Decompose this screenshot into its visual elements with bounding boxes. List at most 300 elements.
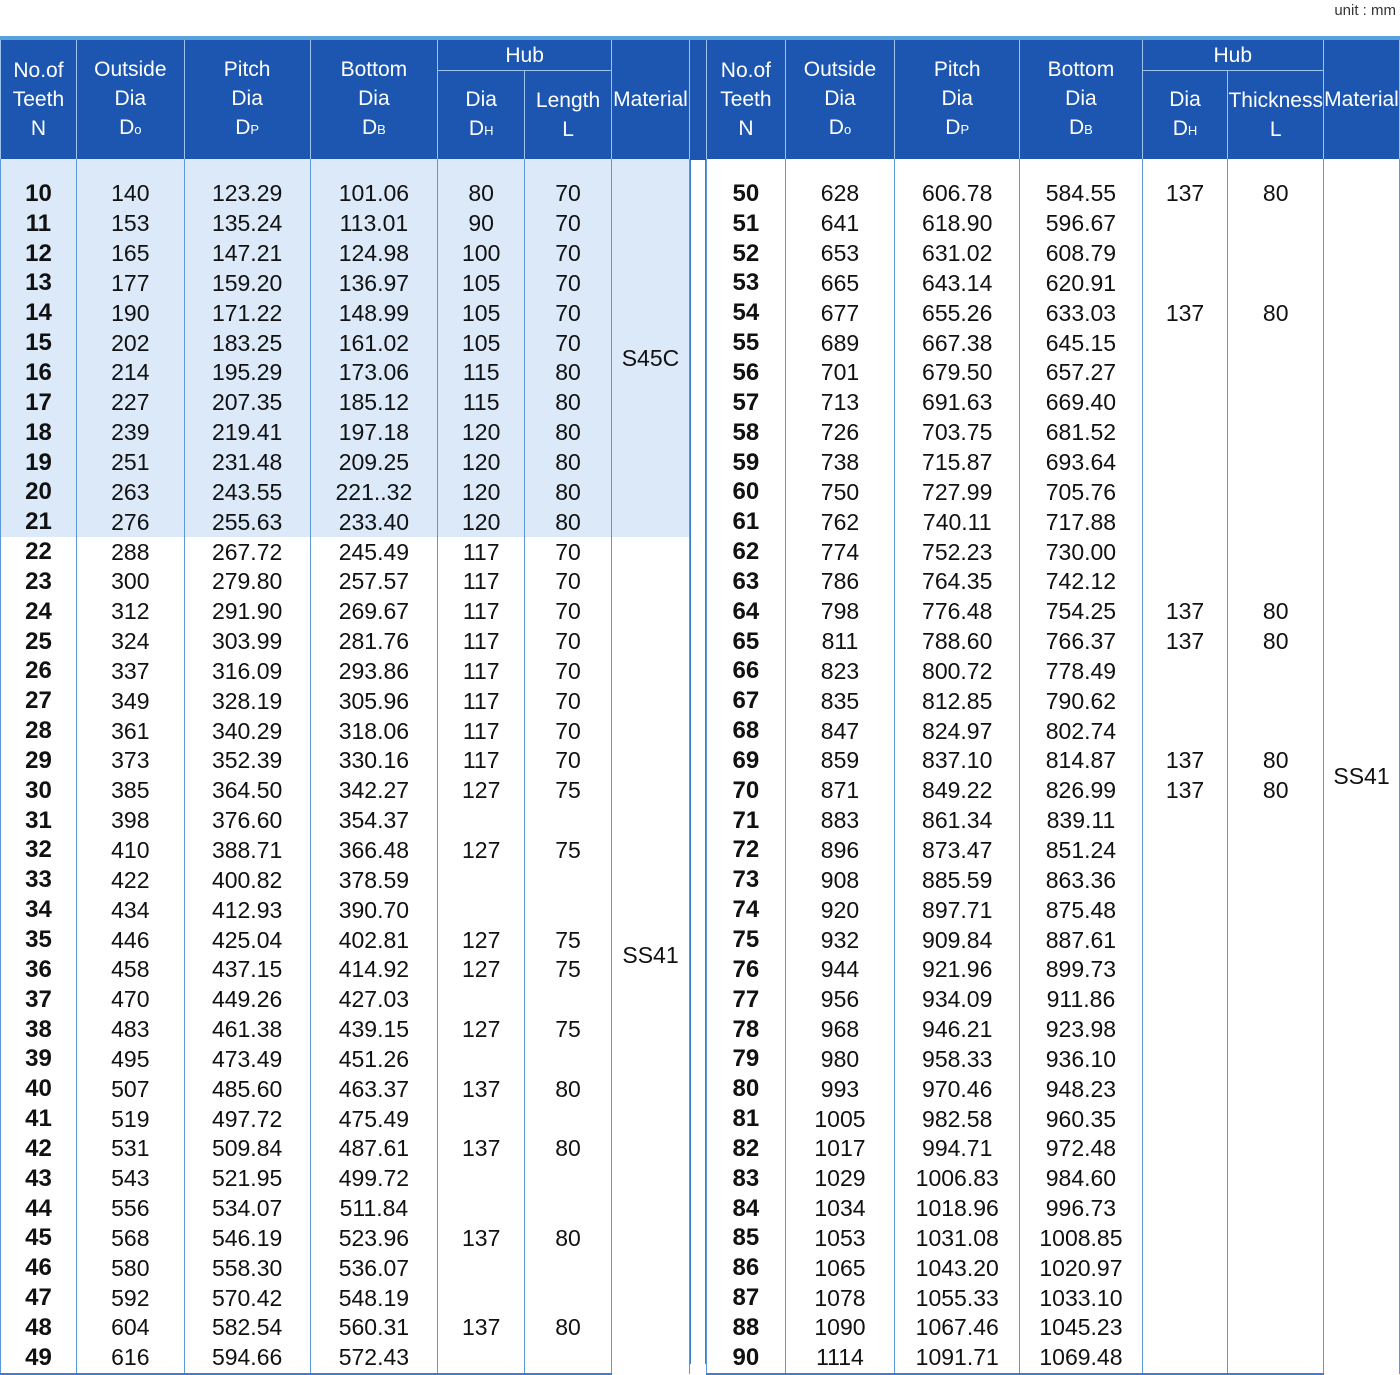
cell-pitch-dia: 316.09: [184, 657, 310, 687]
cell-outside-dia: 580: [76, 1253, 184, 1283]
cell-bottom-dia: 427.03: [310, 985, 438, 1015]
cell-bottom-dia: 960.35: [1020, 1104, 1142, 1134]
table-row: [707, 1343, 1400, 1374]
cell-hub-dia: 117: [438, 537, 525, 567]
cell-pitch-dia: 824.97: [895, 716, 1020, 746]
table-row: [1, 269, 690, 299]
cell-teeth: 76: [707, 955, 786, 985]
table-row: [707, 597, 1400, 627]
cell-bottom-dia: 717.88: [1020, 507, 1142, 537]
cell-hub-length: [525, 1283, 612, 1313]
cell-hub-length: 80: [525, 477, 612, 507]
cell-hub-length: [1228, 418, 1324, 448]
cell-outside-dia: 774: [785, 537, 894, 567]
cell-outside-dia: 798: [785, 597, 894, 627]
cell-pitch-dia: 534.07: [184, 1194, 310, 1224]
cell-pitch-dia: 643.14: [895, 269, 1020, 299]
header-bottom-dia: [310, 40, 438, 159]
cell-pitch-dia: 449.26: [184, 985, 310, 1015]
cell-hub-dia: 117: [438, 716, 525, 746]
cell-outside-dia: 993: [785, 1074, 894, 1104]
table-row: [1, 1044, 690, 1074]
cell-hub-length: [1228, 1164, 1324, 1194]
cell-pitch-dia: 267.72: [184, 537, 310, 567]
header-hub-dia: [1142, 71, 1228, 160]
cell-hub-length: 70: [525, 746, 612, 776]
cell-teeth: 68: [707, 716, 786, 746]
cell-bottom-dia: 730.00: [1020, 537, 1142, 567]
cell-hub-length: [1228, 925, 1324, 955]
cell-hub-dia: 137: [1142, 179, 1228, 209]
cell-hub-dia: [1142, 1253, 1228, 1283]
cell-hub-dia: 120: [438, 448, 525, 478]
cell-teeth: 47: [1, 1283, 77, 1313]
table-row: [707, 1134, 1400, 1164]
cell-hub-length: [1228, 388, 1324, 418]
table-row: [707, 1044, 1400, 1074]
cell-outside-dia: 847: [785, 716, 894, 746]
cell-pitch-dia: 582.54: [184, 1313, 310, 1343]
cell-teeth: 29: [1, 746, 77, 776]
cell-teeth: 20: [1, 477, 77, 507]
cell-hub-length: [1228, 1253, 1324, 1283]
cell-hub-dia: 120: [438, 477, 525, 507]
cell-outside-dia: 835: [785, 686, 894, 716]
cell-bottom-dia: 1020.97: [1020, 1253, 1142, 1283]
spacer-cell: [895, 159, 1020, 179]
cell-teeth: 78: [707, 1015, 786, 1045]
cell-hub-length: 70: [525, 686, 612, 716]
cell-teeth: 70: [707, 776, 786, 806]
cell-bottom-dia: 281.76: [310, 627, 438, 657]
table-row: [1, 836, 690, 866]
cell-hub-dia: [1142, 1224, 1228, 1254]
cell-outside-dia: 263: [76, 477, 184, 507]
cell-hub-length: 80: [525, 448, 612, 478]
header-bottom-line1: Bottom: [340, 58, 408, 81]
header-bottom-line2: Dia: [1065, 87, 1097, 110]
cell-teeth: 35: [1, 925, 77, 955]
cell-hub-dia: [1142, 716, 1228, 746]
cell-bottom-dia: 113.01: [310, 209, 438, 239]
spacer-cell: [438, 159, 525, 179]
cell-outside-dia: 616: [76, 1343, 184, 1374]
cell-pitch-dia: 594.66: [184, 1343, 310, 1374]
cell-teeth: 75: [707, 925, 786, 955]
table-row: [1, 418, 690, 448]
cell-teeth: 49: [1, 1343, 77, 1374]
cell-hub-dia: 117: [438, 746, 525, 776]
cell-outside-dia: 543: [76, 1164, 184, 1194]
table-row: [707, 1164, 1400, 1194]
header-material: Material: [611, 40, 689, 159]
table-row: [707, 537, 1400, 567]
cell-pitch-dia: 740.11: [895, 507, 1020, 537]
header-pitch-line2: Dia: [231, 87, 263, 110]
cell-hub-length: 80: [525, 507, 612, 537]
cell-bottom-dia: 173.06: [310, 358, 438, 388]
cell-hub-dia: [1142, 1194, 1228, 1224]
table-row: [707, 328, 1400, 358]
header-teeth-line2: Teeth: [12, 88, 65, 111]
header-hub-thickness-line1: Thickness: [1228, 89, 1323, 112]
table-row: [1, 985, 690, 1015]
cell-hub-dia: [1142, 657, 1228, 687]
cell-hub-dia: [1142, 686, 1228, 716]
cell-hub-length: [1228, 1015, 1324, 1045]
cell-bottom-dia: 693.64: [1020, 448, 1142, 478]
cell-hub-length: [525, 1253, 612, 1283]
cell-hub-length: [1228, 1194, 1324, 1224]
cell-teeth: 64: [707, 597, 786, 627]
cell-pitch-dia: 921.96: [895, 955, 1020, 985]
cell-hub-dia: 137: [438, 1074, 525, 1104]
cell-hub-dia: [1142, 1164, 1228, 1194]
left-spec-table: [0, 40, 690, 1375]
header-hub-dia-line1: Dia: [1169, 88, 1201, 111]
table-row: [707, 865, 1400, 895]
cell-material: SS41: [611, 537, 689, 1374]
unit-label: unit : mm: [1334, 2, 1396, 19]
cell-bottom-dia: 887.61: [1020, 925, 1142, 955]
cell-outside-dia: 458: [76, 955, 184, 985]
cell-hub-length: 70: [525, 269, 612, 299]
cell-pitch-dia: 412.93: [184, 895, 310, 925]
spacer-row: [1, 159, 690, 179]
cell-teeth: 79: [707, 1044, 786, 1074]
cell-hub-dia: 115: [438, 358, 525, 388]
cell-bottom-dia: 766.37: [1020, 627, 1142, 657]
cell-teeth: 14: [1, 298, 77, 328]
header-outside-symbol: D: [828, 116, 844, 139]
header-hub-length-symbol: L: [562, 118, 574, 141]
cell-outside-dia: 980: [785, 1044, 894, 1074]
cell-bottom-dia: 1008.85: [1020, 1224, 1142, 1254]
left-table-body: [1, 159, 690, 1374]
cell-hub-length: [525, 806, 612, 836]
cell-hub-length: [525, 1343, 612, 1374]
cell-hub-length: 80: [525, 388, 612, 418]
header-teeth: [707, 40, 786, 159]
cell-hub-length: 80: [1228, 776, 1324, 806]
cell-teeth: 23: [1, 567, 77, 597]
table-row: [1, 1104, 690, 1134]
cell-hub-length: [1228, 537, 1324, 567]
cell-bottom-dia: 318.06: [310, 716, 438, 746]
cell-teeth: 69: [707, 746, 786, 776]
cell-outside-dia: 956: [785, 985, 894, 1015]
cell-hub-length: 80: [525, 358, 612, 388]
cell-hub-dia: [438, 865, 525, 895]
cell-outside-dia: 214: [76, 358, 184, 388]
header-teeth-symbol: N: [738, 117, 754, 140]
header-hub-dia: [438, 71, 525, 160]
cell-pitch-dia: 159.20: [184, 269, 310, 299]
table-row: [1, 328, 690, 358]
cell-hub-length: [1228, 836, 1324, 866]
cell-outside-dia: 665: [785, 269, 894, 299]
cell-pitch-dia: 546.19: [184, 1224, 310, 1254]
cell-pitch-dia: 764.35: [895, 567, 1020, 597]
cell-pitch-dia: 970.46: [895, 1074, 1020, 1104]
cell-hub-length: [1228, 686, 1324, 716]
cell-bottom-dia: 742.12: [1020, 567, 1142, 597]
cell-teeth: 88: [707, 1313, 786, 1343]
cell-hub-length: [1228, 1074, 1324, 1104]
table-row: [1, 686, 690, 716]
right-spec-table: [706, 40, 1400, 1375]
right-table-body: [707, 159, 1400, 1374]
cell-pitch-dia: 364.50: [184, 776, 310, 806]
cell-hub-dia: 120: [438, 418, 525, 448]
cell-hub-dia: [1142, 865, 1228, 895]
cell-teeth: 86: [707, 1253, 786, 1283]
cell-pitch-dia: 147.21: [184, 239, 310, 269]
cell-teeth: 90: [707, 1343, 786, 1374]
cell-hub-dia: [1142, 507, 1228, 537]
cell-hub-dia: [1142, 1343, 1228, 1374]
cell-bottom-dia: 802.74: [1020, 716, 1142, 746]
cell-outside-dia: 883: [785, 806, 894, 836]
cell-pitch-dia: 1055.33: [895, 1283, 1020, 1313]
cell-bottom-dia: 354.37: [310, 806, 438, 836]
cell-hub-dia: [438, 1283, 525, 1313]
header-pitch-subscript: P: [960, 122, 970, 137]
cell-outside-dia: 701: [785, 358, 894, 388]
spacer-cell: [785, 159, 894, 179]
cell-pitch-dia: 135.24: [184, 209, 310, 239]
cell-outside-dia: 713: [785, 388, 894, 418]
cell-outside-dia: 385: [76, 776, 184, 806]
cell-pitch-dia: 800.72: [895, 657, 1020, 687]
header-hub-dia-subscript: H: [484, 123, 494, 138]
cell-hub-dia: 90: [438, 209, 525, 239]
spacer-cell: [310, 159, 438, 179]
cell-outside-dia: 677: [785, 298, 894, 328]
cell-pitch-dia: 703.75: [895, 418, 1020, 448]
cell-outside-dia: 446: [76, 925, 184, 955]
cell-pitch-dia: 207.35: [184, 388, 310, 418]
cell-hub-length: [1228, 895, 1324, 925]
cell-hub-dia: 137: [1142, 627, 1228, 657]
cell-hub-dia: [1142, 1074, 1228, 1104]
cell-hub-length: 70: [525, 597, 612, 627]
table-row: [707, 895, 1400, 925]
cell-outside-dia: 140: [76, 179, 184, 209]
cell-hub-length: [1228, 985, 1324, 1015]
cell-outside-dia: 373: [76, 746, 184, 776]
cell-teeth: 13: [1, 269, 77, 299]
cell-hub-dia: 105: [438, 298, 525, 328]
table-row: [707, 239, 1400, 269]
cell-hub-dia: [438, 985, 525, 1015]
cell-bottom-dia: 560.31: [310, 1313, 438, 1343]
cell-pitch-dia: 352.39: [184, 746, 310, 776]
cell-hub-length: [525, 1044, 612, 1074]
header-bottom-symbol: D: [1069, 116, 1085, 139]
cell-hub-length: 70: [525, 239, 612, 269]
cell-hub-length: [525, 895, 612, 925]
cell-bottom-dia: 814.87: [1020, 746, 1142, 776]
cell-bottom-dia: 414.92: [310, 955, 438, 985]
cell-teeth: 10: [1, 179, 77, 209]
header-hub-length-line1: Length: [535, 89, 601, 112]
cell-hub-length: 70: [525, 209, 612, 239]
cell-outside-dia: 738: [785, 448, 894, 478]
cell-hub-dia: [1142, 985, 1228, 1015]
cell-hub-dia: [1142, 477, 1228, 507]
cell-teeth: 28: [1, 716, 77, 746]
cell-hub-dia: [438, 1253, 525, 1283]
cell-hub-dia: 127: [438, 836, 525, 866]
cell-hub-dia: [1142, 1104, 1228, 1134]
cell-teeth: 74: [707, 895, 786, 925]
cell-teeth: 25: [1, 627, 77, 657]
cell-hub-dia: 117: [438, 597, 525, 627]
spacer-cell: [1, 159, 77, 179]
cell-pitch-dia: 231.48: [184, 448, 310, 478]
table-row: [1, 895, 690, 925]
header-bottom-subscript: B: [377, 122, 386, 137]
spacer-cell: [1323, 159, 1399, 179]
cell-teeth: 40: [1, 1074, 77, 1104]
header-outside-dia: [785, 40, 894, 159]
table-row: [1, 239, 690, 269]
cell-pitch-dia: 837.10: [895, 746, 1020, 776]
cell-pitch-dia: 1031.08: [895, 1224, 1020, 1254]
cell-hub-dia: 137: [1142, 776, 1228, 806]
header-pitch-symbol: D: [235, 116, 251, 139]
table-row: [1, 657, 690, 687]
cell-pitch-dia: 400.82: [184, 865, 310, 895]
cell-bottom-dia: 124.98: [310, 239, 438, 269]
cell-pitch-dia: 303.99: [184, 627, 310, 657]
cell-pitch-dia: 679.50: [895, 358, 1020, 388]
table-row: [1, 627, 690, 657]
cell-teeth: 85: [707, 1224, 786, 1254]
cell-bottom-dia: 899.73: [1020, 955, 1142, 985]
cell-teeth: 15: [1, 328, 77, 358]
cell-bottom-dia: 620.91: [1020, 269, 1142, 299]
cell-pitch-dia: 715.87: [895, 448, 1020, 478]
cell-hub-dia: [438, 806, 525, 836]
cell-outside-dia: 968: [785, 1015, 894, 1045]
cell-hub-length: [1228, 1224, 1324, 1254]
table-row: [1, 1224, 690, 1254]
cell-hub-length: [1228, 269, 1324, 299]
cell-teeth: 32: [1, 836, 77, 866]
cell-bottom-dia: 875.48: [1020, 895, 1142, 925]
table-row: [707, 209, 1400, 239]
cell-hub-dia: 117: [438, 567, 525, 597]
cell-pitch-dia: 606.78: [895, 179, 1020, 209]
header-hub: Hub: [438, 40, 612, 71]
cell-pitch-dia: 376.60: [184, 806, 310, 836]
cell-teeth: 17: [1, 388, 77, 418]
table-row: [1, 1343, 690, 1374]
cell-bottom-dia: 851.24: [1020, 836, 1142, 866]
cell-hub-length: [1228, 567, 1324, 597]
table-row: [707, 298, 1400, 328]
cell-bottom-dia: 1045.23: [1020, 1313, 1142, 1343]
table-row: [1, 1283, 690, 1313]
spacer-cell: [1142, 159, 1228, 179]
cell-outside-dia: 422: [76, 865, 184, 895]
cell-pitch-dia: 618.90: [895, 209, 1020, 239]
cell-bottom-dia: 148.99: [310, 298, 438, 328]
cell-hub-dia: [1142, 955, 1228, 985]
cell-pitch-dia: 388.71: [184, 836, 310, 866]
cell-outside-dia: 398: [76, 806, 184, 836]
cell-pitch-dia: 570.42: [184, 1283, 310, 1313]
header-outside-symbol: D: [119, 116, 135, 139]
cell-hub-dia: [1142, 239, 1228, 269]
cell-teeth: 61: [707, 507, 786, 537]
spacer-cell: [611, 159, 689, 179]
cell-bottom-dia: 681.52: [1020, 418, 1142, 448]
cell-hub-dia: 127: [438, 925, 525, 955]
table-row: [707, 806, 1400, 836]
cell-teeth: 43: [1, 1164, 77, 1194]
cell-teeth: 62: [707, 537, 786, 567]
cell-outside-dia: 653: [785, 239, 894, 269]
header-hub-dia-line1: Dia: [465, 88, 497, 111]
table-row: [1, 507, 690, 537]
cell-bottom-dia: 948.23: [1020, 1074, 1142, 1104]
header-hub-thickness: [1228, 71, 1324, 160]
cell-outside-dia: 1114: [785, 1343, 894, 1374]
header-outside-subscript: o: [843, 122, 852, 137]
cell-bottom-dia: 633.03: [1020, 298, 1142, 328]
cell-hub-dia: 137: [438, 1224, 525, 1254]
cell-bottom-dia: 245.49: [310, 537, 438, 567]
cell-hub-length: [525, 1194, 612, 1224]
cell-hub-dia: [1142, 209, 1228, 239]
table-row: [1, 806, 690, 836]
cell-hub-dia: [1142, 418, 1228, 448]
table-row: [1, 388, 690, 418]
cell-outside-dia: 177: [76, 269, 184, 299]
cell-bottom-dia: 439.15: [310, 1015, 438, 1045]
cell-hub-length: [1228, 1104, 1324, 1134]
cell-hub-length: 70: [525, 716, 612, 746]
left-table-panel: [0, 40, 690, 1375]
table-row: [707, 1194, 1400, 1224]
right-table-panel: [706, 40, 1400, 1375]
table-row: [1, 1074, 690, 1104]
cell-teeth: 46: [1, 1253, 77, 1283]
cell-bottom-dia: 136.97: [310, 269, 438, 299]
cell-hub-dia: 137: [438, 1313, 525, 1343]
cell-hub-dia: [438, 1164, 525, 1194]
spacer-cell: [525, 159, 612, 179]
spacer-cell: [76, 159, 184, 179]
cell-bottom-dia: 330.16: [310, 746, 438, 776]
cell-outside-dia: 483: [76, 1015, 184, 1045]
table-row: [707, 1313, 1400, 1343]
cell-pitch-dia: 667.38: [895, 328, 1020, 358]
cell-hub-length: 80: [525, 1224, 612, 1254]
table-row: [707, 1074, 1400, 1104]
cell-outside-dia: 337: [76, 657, 184, 687]
cell-bottom-dia: 342.27: [310, 776, 438, 806]
cell-outside-dia: 556: [76, 1194, 184, 1224]
table-row: [1, 1194, 690, 1224]
cell-pitch-dia: 243.55: [184, 477, 310, 507]
table-row: [707, 985, 1400, 1015]
cell-bottom-dia: 233.40: [310, 507, 438, 537]
cell-bottom-dia: 536.07: [310, 1253, 438, 1283]
